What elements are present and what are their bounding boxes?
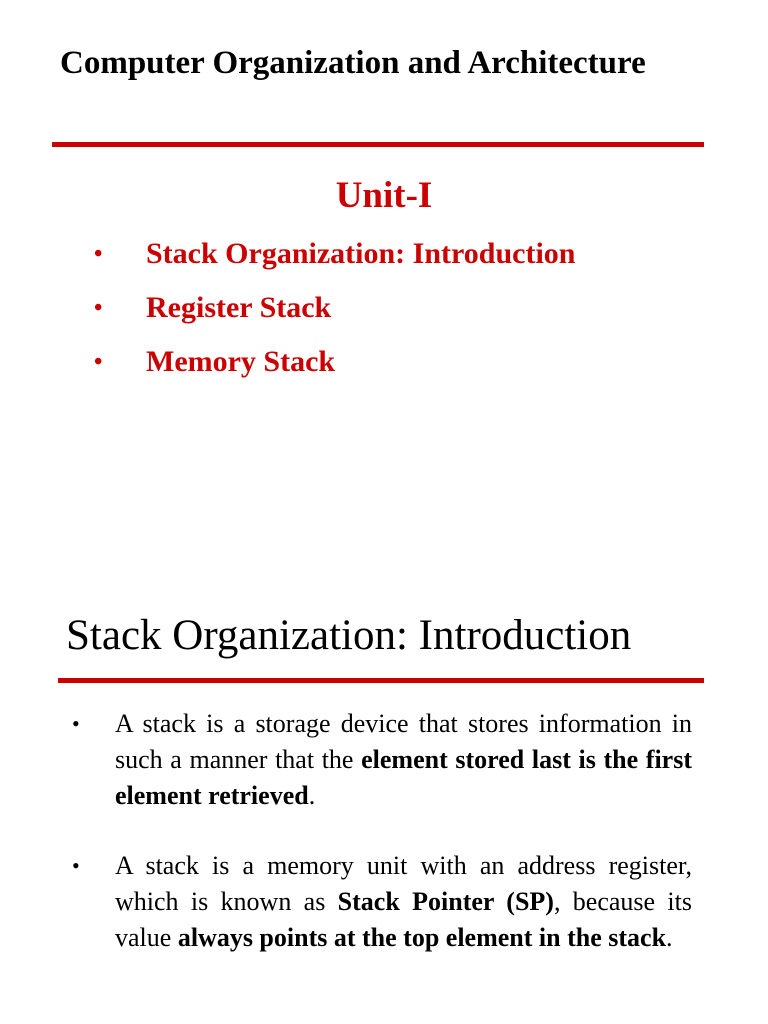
title-underline <box>58 678 704 683</box>
title-underline <box>52 142 704 147</box>
point-list <box>72 706 692 990</box>
bullet-icon: • <box>72 853 80 878</box>
list-item <box>72 848 692 956</box>
text-segment: . <box>666 923 673 952</box>
topic-label: Stack Organization: Introduction <box>146 237 576 270</box>
bullet-icon: • <box>94 241 103 267</box>
emphasis-text: always points at the top element in the stack <box>177 923 667 952</box>
slide-title: Stack Organization: Introduction <box>66 612 632 659</box>
text-segment: , because its value <box>115 887 692 952</box>
topic-label: Memory Stack <box>146 345 336 378</box>
point-text <box>115 851 692 952</box>
slide-stack-introduction <box>0 560 768 1024</box>
emphasis-text: Stack Pointer (SP) <box>337 887 554 916</box>
text-segment: A stack is a storage device that stores information in such a manner that the <box>115 709 692 774</box>
point-text <box>115 709 692 810</box>
text-segment: . <box>308 781 316 810</box>
list-item <box>72 706 692 814</box>
slide-title: Computer Organization and Architecture <box>60 45 646 81</box>
emphasis-text: element stored last is the first element retrieved <box>115 745 692 810</box>
topic-label: Register Stack <box>146 291 332 324</box>
bullet-icon: • <box>72 711 80 736</box>
text-segment: A stack is a memory unit with an address register, which is known as <box>115 851 692 916</box>
bullet-icon: • <box>94 349 103 375</box>
unit-title: Unit-I <box>335 175 433 216</box>
bullet-icon: • <box>94 295 103 321</box>
